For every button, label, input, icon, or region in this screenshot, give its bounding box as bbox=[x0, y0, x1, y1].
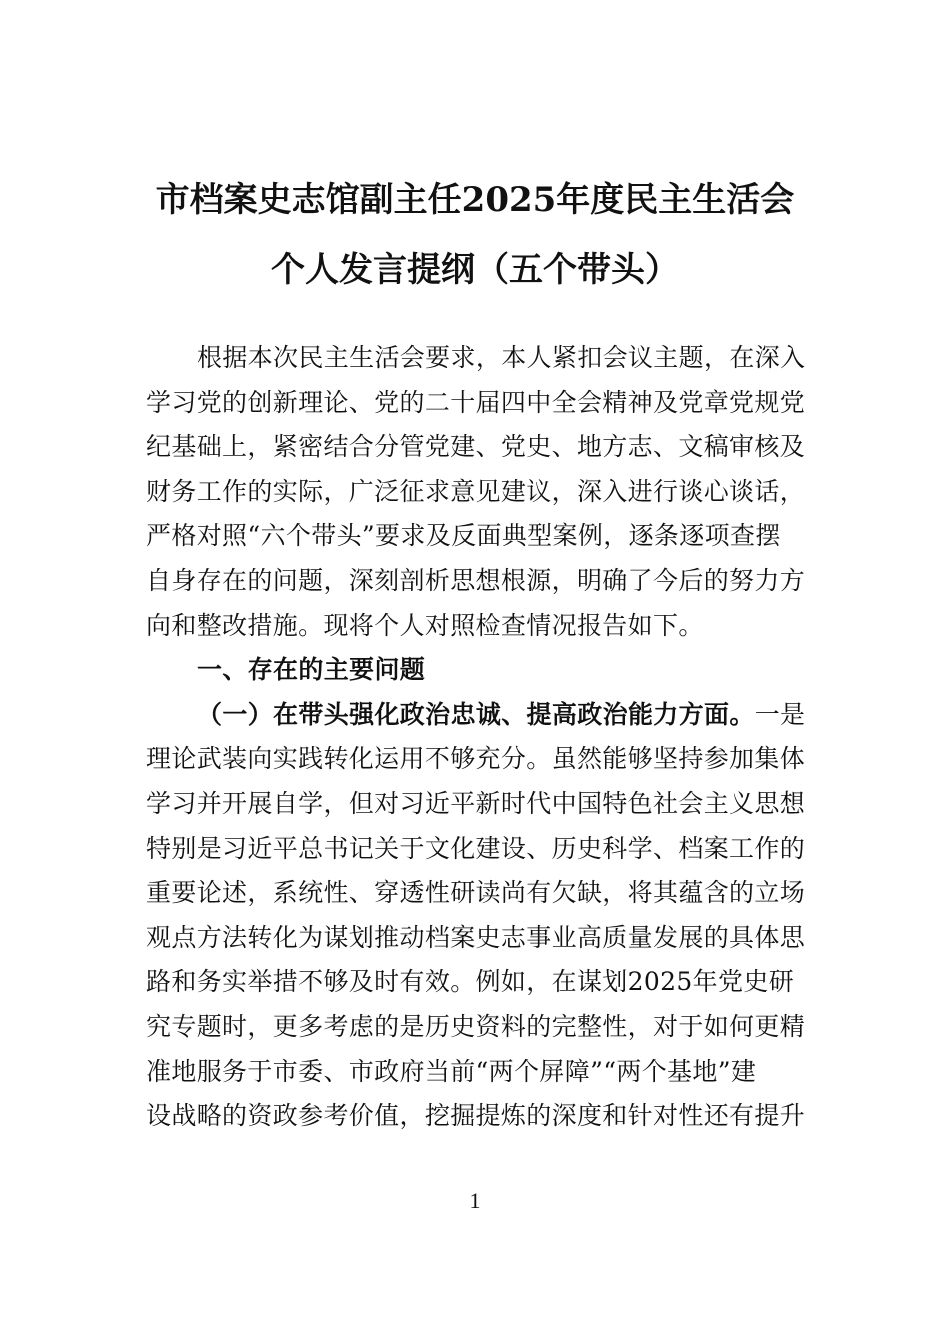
document-title-line-1: 市档案史志馆副主任2025年度民主生活会 bbox=[155, 180, 795, 220]
section-heading: 一、存在的主要问题 bbox=[197, 655, 426, 685]
item-heading-line bbox=[146, 693, 808, 738]
intro-line: 纪基础上，紧密结合分管党建、党史、地方志、文稿审核及 bbox=[146, 432, 806, 462]
item-text: 一是 bbox=[754, 699, 806, 729]
intro-line: 严格对照“六个带头”要求及反面典型案例，逐条逐项查摆 bbox=[146, 521, 781, 551]
item-line: 观点方法转化为谋划推动档案史志事业高质量发展的具体思 bbox=[146, 922, 806, 952]
item-line: 路和务实举措不够及时有效。例如，在谋划2025年党史研 bbox=[146, 967, 795, 997]
intro-line: 根据本次民主生活会要求，本人紧扣会议主题，在深入 bbox=[197, 343, 806, 372]
page-number: 1 bbox=[469, 1188, 481, 1213]
item-line: 学习并开展自学，但对习近平新时代中国特色社会主义思想 bbox=[146, 788, 806, 818]
intro-line: 学习党的创新理论、党的二十届四中全会精神及党章党规党 bbox=[146, 387, 806, 417]
document-title-line-2: 个人发言提纲（五个带头） bbox=[271, 250, 679, 290]
item-line: 设战略的资政参考价值，挖掘提炼的深度和针对性还有提升 bbox=[146, 1101, 806, 1131]
intro-line: 自身存在的问题，深刻剖析思想根源，明确了今后的努力方 bbox=[146, 565, 806, 595]
intro-line: 财务工作的实际，广泛征求意见建议，深入进行谈心谈话， bbox=[146, 476, 806, 506]
item-line: 准地服务于市委、市政府当前“两个屏障”“两个基地”建 bbox=[146, 1056, 757, 1086]
item-heading: （一）在带头强化政治忠诚、提高政治能力方面。 bbox=[197, 699, 755, 729]
item-line: 特别是习近平总书记关于文化建设、历史科学、档案工作的 bbox=[146, 833, 806, 863]
intro-line: 向和整改措施。现将个人对照检查情况报告如下。 bbox=[146, 610, 704, 640]
item-line: 究专题时，更多考虑的是历史资料的完整性，对于如何更精 bbox=[146, 1011, 806, 1041]
document-body bbox=[146, 336, 808, 1139]
item-line: 重要论述，系统性、穿透性研读尚有欠缺，将其蕴含的立场 bbox=[146, 878, 806, 908]
item-line: 理论武装向实践转化运用不够充分。虽然能够坚持参加集体 bbox=[146, 744, 806, 774]
